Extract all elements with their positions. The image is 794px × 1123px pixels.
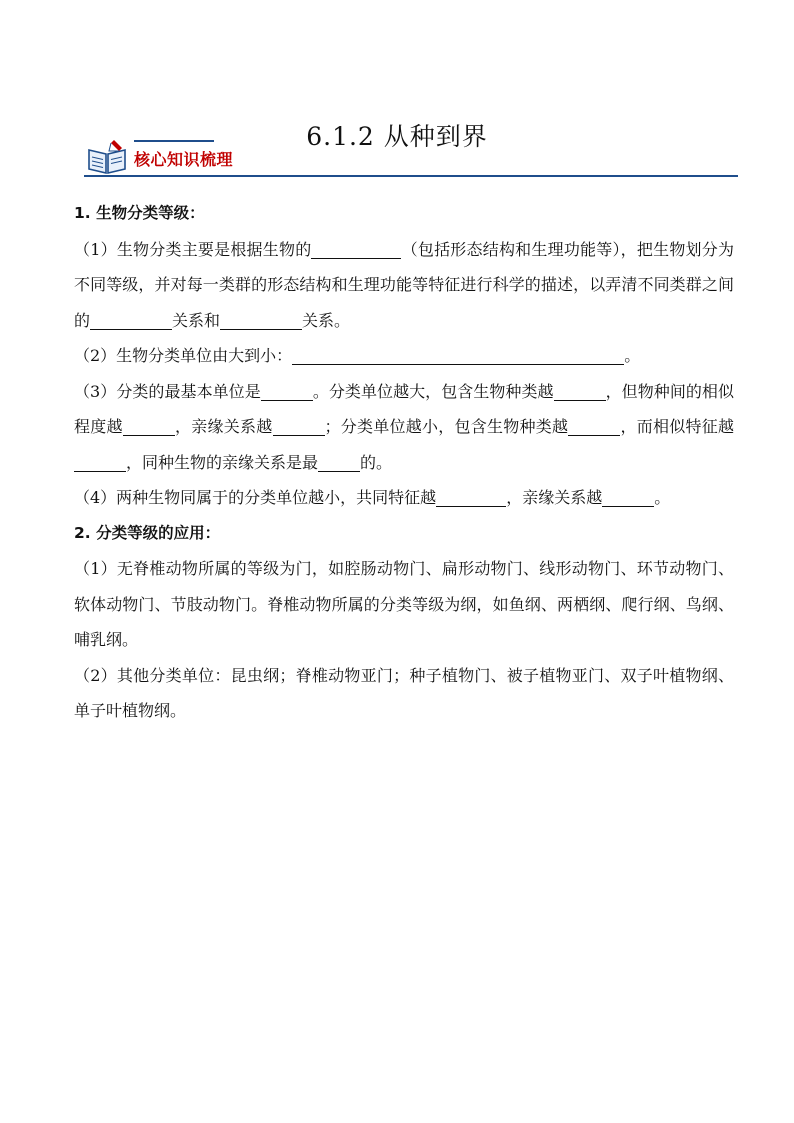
text-span: （2）生物分类单位由大到小：	[74, 346, 293, 365]
text-span: ，而相似特征越	[620, 417, 734, 436]
fill-blank[interactable]	[74, 453, 126, 472]
paragraph-1-3	[74, 374, 734, 481]
text-span: 。分类单位越大，包含生物种类越	[312, 381, 554, 401]
fill-blank[interactable]	[273, 417, 325, 436]
heading-classification-application: 2. 分类等级的应用：	[74, 523, 221, 542]
paragraph-1-2	[74, 338, 734, 374]
paragraph-1-1	[74, 232, 734, 339]
fill-blank[interactable]	[261, 382, 313, 401]
text-span: 关系和	[172, 310, 221, 330]
open-book-icon	[86, 138, 128, 176]
text-span: 的。	[360, 452, 393, 472]
text-span: ，亲缘关系越	[506, 488, 603, 507]
paragraph-2-2: （2）其他分类单位：昆虫纲；脊椎动物亚门；种子植物门、被子植物亚门、双子叶植物纲、单子叶植物纲。	[74, 665, 734, 720]
banner-top-rule	[134, 140, 214, 142]
text-span: 。	[624, 346, 641, 365]
text-span: （3）分类的最基本单位是	[74, 381, 261, 401]
heading-classification-levels: 1. 生物分类等级：	[74, 204, 205, 222]
banner-underline	[84, 175, 738, 177]
text-span: ，亲缘关系越	[174, 417, 273, 436]
fill-blank[interactable]	[554, 382, 606, 401]
fill-blank[interactable]	[292, 346, 624, 365]
fill-blank[interactable]	[568, 417, 620, 436]
fill-blank[interactable]	[90, 311, 172, 330]
text-span: 关系。	[302, 310, 351, 330]
paragraph-2-1: （1）无脊椎动物所属的等级为门，如腔肠动物门、扁形动物门、线形动物门、环节动物门、软体动物门、节肢动物门。脊椎动物所属的分类等级为纲，如鱼纲、两栖纲、爬行纲、鸟纲、哺乳纲。	[74, 559, 734, 649]
fill-blank[interactable]	[220, 311, 302, 330]
text-span: （4）两种生物同属于的分类单位越小，共同特征越	[74, 488, 437, 507]
fill-blank[interactable]	[311, 240, 401, 259]
text-span: （1）生物分类主要是根据生物的	[74, 239, 312, 259]
text-span: ，同种生物的亲缘关系是最	[126, 452, 319, 472]
paragraph-1-4	[74, 480, 734, 516]
section-banner	[84, 138, 738, 180]
fill-blank[interactable]	[318, 453, 360, 472]
text-span: 。	[654, 488, 671, 507]
text-span: （包括形态结构和生理功能等），把生物划分为不同等级，并对每一类群的形态结构和生理功能等特征进行科学的描述，以弄清不同类群之间的	[74, 239, 734, 330]
page-title: 6.1.2 从种到界	[306, 121, 488, 151]
fill-blank[interactable]	[436, 488, 506, 507]
text-span: ，但物种间的相似程度越	[74, 381, 734, 436]
fill-blank[interactable]	[123, 417, 175, 436]
fill-blank[interactable]	[602, 488, 654, 507]
section-label: 核心知识梳理	[134, 150, 234, 169]
content-body	[74, 196, 734, 729]
text-span: ；分类单位越小，包含生物种类越	[324, 417, 569, 436]
